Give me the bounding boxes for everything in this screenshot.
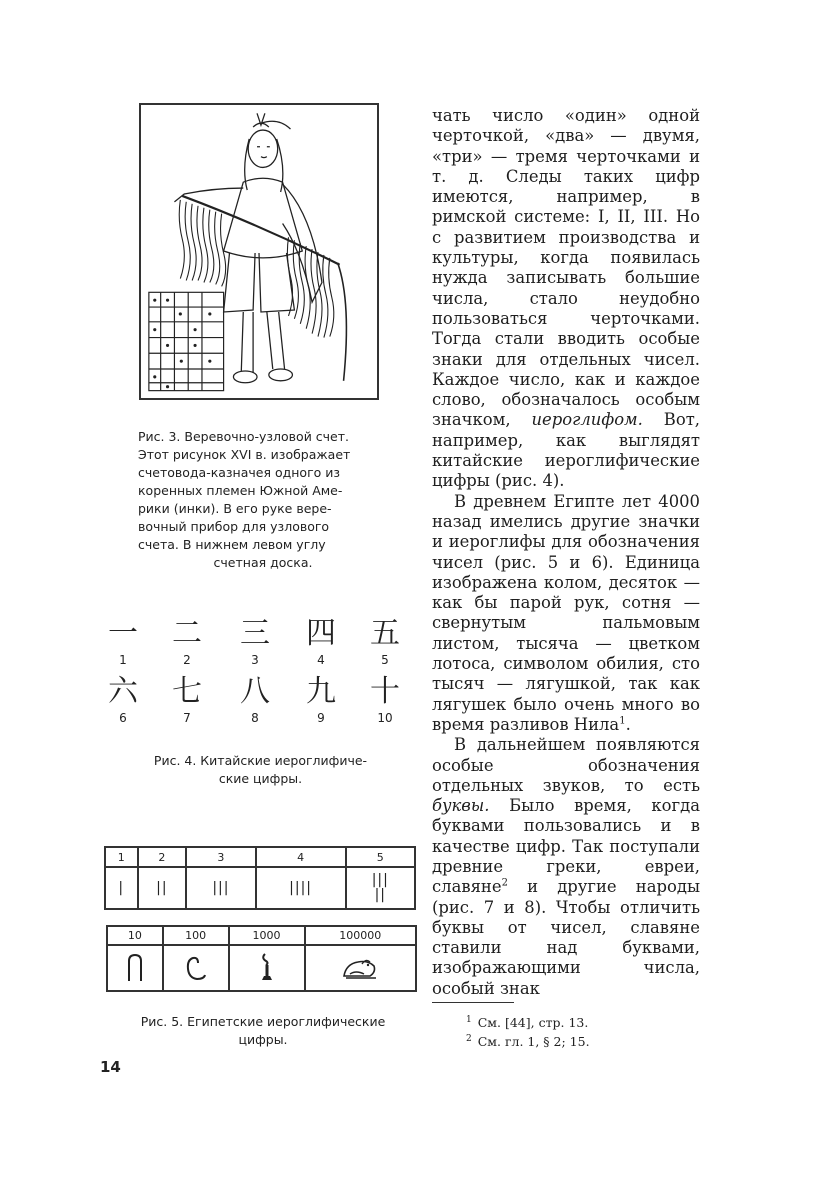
- caption-line: Рис. 5. Египетские иероглифические: [140, 1014, 386, 1029]
- hieroglyph-cell: [163, 945, 229, 991]
- caption-line: счетная доска.: [213, 555, 313, 570]
- caption-line: ские цифры.: [218, 771, 303, 786]
- numeral-value: 10: [377, 711, 393, 725]
- table-header-cell: 4: [256, 847, 346, 867]
- emphasis-text: буквы.: [432, 796, 490, 816]
- numeral-value: 9: [317, 711, 325, 725]
- table-header-cell: 100: [163, 926, 229, 945]
- lotus-icon: [257, 952, 277, 984]
- text-run: чать число «один» одной черточкой, «два» — двумя, «три» — тремя черточками и т. д. Следы таких цифр имеются, например, в римской системе: I, II, III. Но с развитием производства и культуры, когда появилась нужда записывать большие числа, стало неудобно пользоваться черточками. Тогда стали вводить особые знаки для отдельных чисел. Каждое число, как и каждое слово, обозначалось особым значком,: [432, 106, 700, 430]
- footnote-ref: 2: [501, 877, 508, 889]
- table-header-cell: 1000: [229, 926, 305, 945]
- body-text-column: [432, 106, 700, 999]
- numeral-value: 1: [119, 653, 127, 667]
- numeral-9: [298, 673, 344, 725]
- caption-line: рики (инки). В его руке вере-: [138, 501, 332, 516]
- table-header-cell: 100000: [305, 926, 416, 945]
- tally-mark-cell: ||| ||: [346, 867, 415, 909]
- numeral-glyph: 九: [306, 674, 336, 709]
- numeral-8: [232, 673, 278, 725]
- numeral-glyph: 八: [240, 674, 270, 709]
- numeral-glyph: 五: [370, 616, 400, 651]
- text-run: Вот, например, как выглядят китайские иероглифические цифры (рис. 4).: [432, 410, 700, 491]
- hieroglyph-cell: [305, 945, 416, 991]
- footnote-text: См. гл. 1, § 2; 15.: [477, 1034, 590, 1050]
- footnote-mark: 2: [466, 1034, 472, 1045]
- footnotes: [466, 1012, 706, 1050]
- numeral-value: 7: [183, 711, 191, 725]
- caption-line: Рис. 3. Веревочно-узловой счет.: [138, 429, 349, 444]
- numeral-value: 5: [381, 653, 389, 667]
- text-run: В дальнейшем появляются особые обозначения отдельных звуков, то есть: [432, 735, 700, 795]
- text-run: .: [625, 714, 631, 734]
- tally-mark-cell: |: [105, 867, 138, 909]
- hieroglyph-cell: [107, 945, 163, 991]
- numeral-value: 3: [251, 653, 259, 667]
- numeral-5: [362, 615, 408, 667]
- text-run: и другие народы (рис. 7 и 8). Чтобы отличить буквы от чисел, славяне ставили над буквами, изображающими числа, особый знак: [432, 877, 700, 998]
- paragraph: [432, 106, 700, 492]
- caption-line: коренных племен Южной Аме-: [138, 483, 343, 498]
- frog-icon: [340, 954, 380, 982]
- paragraph: [432, 735, 700, 999]
- figure-3-caption: [138, 428, 388, 572]
- numeral-glyph: 一: [108, 616, 138, 651]
- numeral-value: 2: [183, 653, 191, 667]
- table-header-cell: 2: [138, 847, 187, 867]
- caption-line: счетовода-казначея одного из: [138, 465, 341, 480]
- table-header-cell: 10: [107, 926, 163, 945]
- egyptian-units-table: [104, 846, 416, 910]
- footnote-ref: 1: [619, 715, 626, 727]
- table-header-cell: 1: [105, 847, 138, 867]
- emphasis-text: иероглифом.: [531, 410, 643, 430]
- numeral-glyph: 十: [370, 674, 400, 709]
- figure-5-caption: [108, 1013, 418, 1049]
- numeral-1: [100, 615, 146, 667]
- numeral-4: [298, 615, 344, 667]
- footnote-divider: [432, 1002, 514, 1003]
- numeral-2: [164, 615, 210, 667]
- footnote-mark: 1: [466, 1015, 472, 1025]
- footnote: [466, 1012, 706, 1031]
- numeral-glyph: 六: [108, 674, 138, 709]
- table-header-cell: 5: [346, 847, 415, 867]
- numeral-value: 6: [119, 711, 127, 725]
- numeral-value: 4: [317, 653, 325, 667]
- figure-4-caption: [118, 752, 403, 788]
- caption-line: вочный прибор для узлового: [138, 519, 330, 534]
- egyptian-powers-table: [106, 925, 417, 992]
- tally-mark-cell: |||: [186, 867, 255, 909]
- counting-board: [149, 292, 224, 390]
- numeral-3: [232, 615, 278, 667]
- paragraph: [432, 492, 700, 736]
- inca-quipu-drawing: [141, 105, 377, 398]
- numeral-6: [100, 673, 146, 725]
- numeral-glyph: 七: [172, 674, 202, 709]
- numeral-glyph: 四: [306, 616, 336, 651]
- figure-3-illustration: [139, 103, 379, 400]
- coil-rope-icon: [184, 953, 208, 983]
- figure-4-chinese-numerals: [100, 615, 420, 735]
- footnote-text: См. [44], стр. 13.: [477, 1015, 589, 1031]
- text-run: В древнем Египте лет 4000 назад имелись другие значки и иероглифы для обозначения чисел (рис. 5 и 6). Единица изображена колом, десяток — как бы парой рук, сотня — свернутым пальмовым листом, тысяча — цветком лотоса, символом обилия, сто тысяч — лягушкой, так как лягушек было очень много во время разливов Нила: [432, 491, 700, 734]
- numeral-value: 8: [251, 711, 259, 725]
- page-number: 14: [100, 1058, 121, 1076]
- text-run: Было время, когда буквами пользовались и в качестве цифр. Так поступали древние греки, евреи, славяне: [432, 796, 701, 897]
- footnote: [466, 1031, 706, 1050]
- caption-line: счета. В нижнем левом углу: [138, 537, 326, 552]
- tally-mark-cell: ||||: [256, 867, 346, 909]
- numeral-10: [362, 673, 408, 725]
- heel-bone-icon: [125, 953, 145, 983]
- numeral-7: [164, 673, 210, 725]
- table-header-cell: 3: [186, 847, 255, 867]
- tally-mark-cell: ||: [138, 867, 187, 909]
- numeral-glyph: 三: [240, 616, 270, 651]
- numeral-glyph: 二: [172, 616, 202, 651]
- caption-line: цифры.: [238, 1032, 288, 1047]
- caption-line: Рис. 4. Китайские иероглифиче-: [153, 753, 368, 768]
- hieroglyph-cell: [229, 945, 305, 991]
- caption-line: Этот рисунок XVI в. изображает: [138, 447, 351, 462]
